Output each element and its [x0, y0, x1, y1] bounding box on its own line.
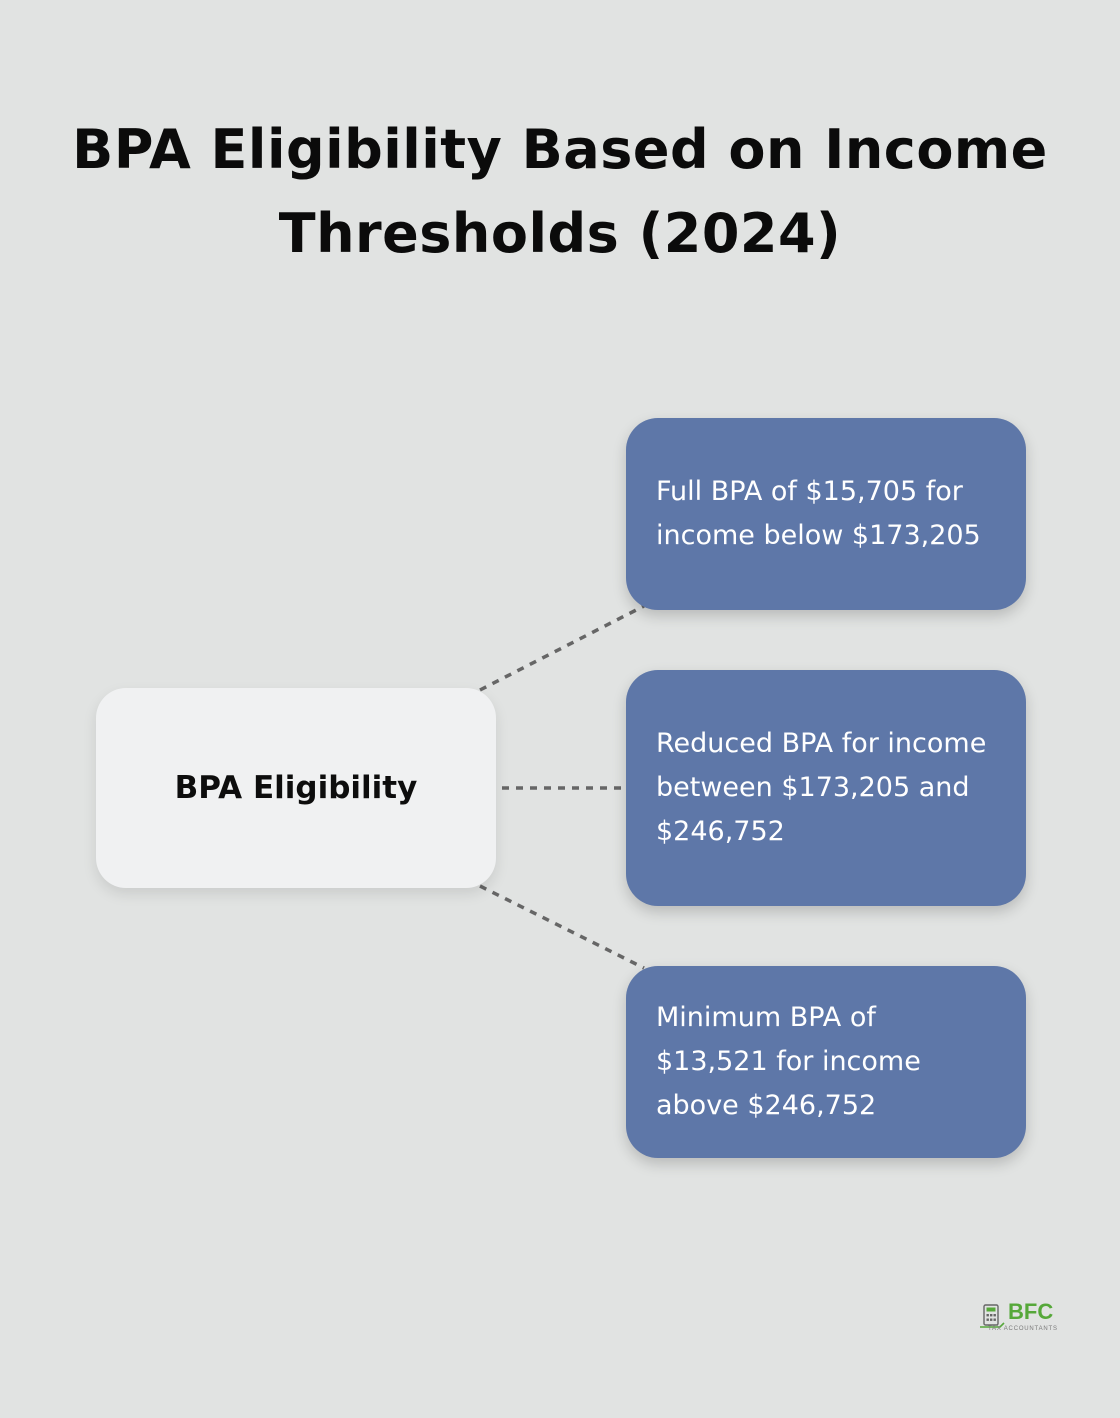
center-node-label: BPA Eligibility [174, 770, 418, 806]
branch-node-label: Reduced BPA for income between $173,205 and $246,752 [656, 728, 987, 847]
logo-wordmark: BFC [1008, 1299, 1054, 1324]
page-title: BPA Eligibility Based on Income Thresholds (2024) [72, 118, 1048, 265]
bfc-logo [978, 1300, 1062, 1336]
connector-top [480, 606, 644, 690]
branch-node-minimum-bpa [626, 966, 1026, 1158]
center-node [96, 688, 496, 888]
connector-bottom [480, 886, 644, 968]
logo-subtitle: TAX ACCOUNTANTS [988, 1326, 1058, 1332]
branch-node-label: Minimum BPA of $13,521 for income above $246,752 [656, 1002, 921, 1121]
branch-node-label: Full BPA of $15,705 for income below $173,205 [656, 476, 981, 551]
branch-node-full-bpa [626, 418, 1026, 610]
branch-node-reduced-bpa [626, 670, 1026, 906]
